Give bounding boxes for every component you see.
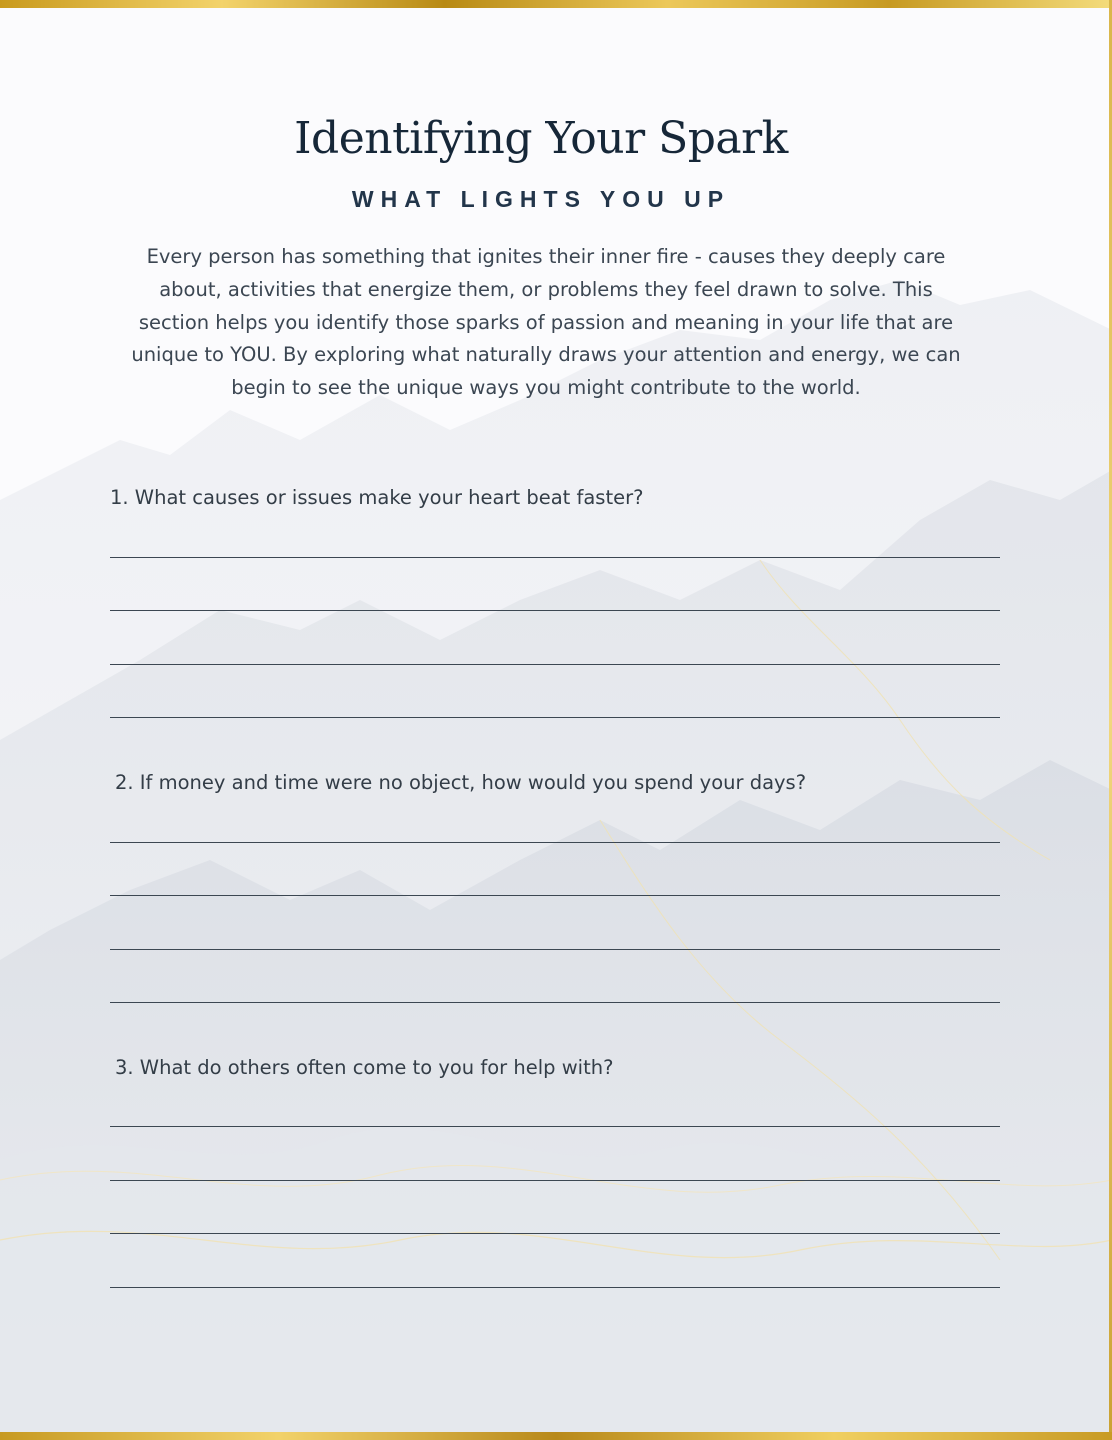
answer-line-q2-4[interactable] [110,1002,1000,1003]
gold-border-top [0,0,1112,8]
question-1: 1. What causes or issues make your heart beat faster? [110,486,644,509]
answer-line-q2-3[interactable] [110,949,1000,950]
page-subtitle: WHAT LIGHTS YOU UP [351,186,731,212]
gold-border-bottom [0,1432,1112,1440]
answer-line-q3-1[interactable] [110,1126,1000,1127]
question-3: 3. What do others often come to you for help with? [115,1056,614,1079]
answer-line-q2-2[interactable] [110,895,1000,896]
answer-line-q1-2[interactable] [110,610,1000,611]
answer-line-q3-2[interactable] [110,1180,1000,1181]
answer-line-q3-4[interactable] [110,1287,1000,1288]
answer-line-q3-3[interactable] [110,1233,1000,1234]
answer-line-q1-4[interactable] [110,717,1000,718]
answer-line-q1-3[interactable] [110,664,1000,665]
answer-line-q2-1[interactable] [110,842,1000,843]
question-2: 2. If money and time were no object, how would you spend your days? [115,771,807,794]
intro-paragraph: Every person has something that ignites their inner fire - causes they deeply care about, activities that energize them, or problems they feel drawn to solve. This section helps you identify those sparks of passion and meaning in your life that are unique to YOU. By exploring what naturally draws your attention and energy, we can begin to see the unique ways you might contribute to the world. [131,245,961,400]
answer-line-q1-1[interactable] [110,557,1000,558]
page-title: Identifying Your Spark [294,113,788,164]
